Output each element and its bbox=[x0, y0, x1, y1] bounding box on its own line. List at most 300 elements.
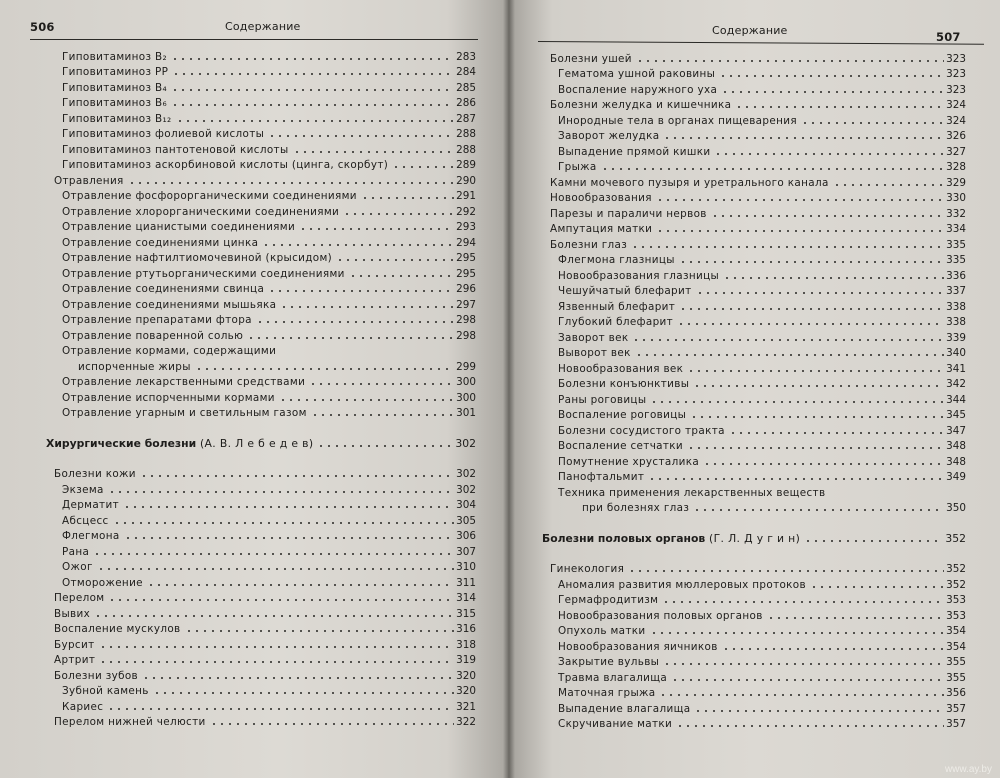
toc-entry-title: Флегмона глазницы bbox=[558, 254, 675, 266]
toc-page-number: 348 bbox=[946, 455, 966, 468]
toc-entry bbox=[46, 666, 476, 682]
toc-page-number: 348 bbox=[946, 440, 966, 452]
toc-page-number: 354 bbox=[946, 640, 966, 653]
toc-entry bbox=[46, 280, 476, 296]
toc-section-author: (А. В. Л е б е д е в) bbox=[196, 436, 314, 450]
toc-entry bbox=[46, 63, 476, 79]
toc-leader-dots bbox=[648, 478, 944, 480]
toc-page-number: 307 bbox=[456, 545, 476, 558]
toc-page-number: 353 bbox=[946, 594, 966, 606]
toc-page-number: 305 bbox=[456, 514, 476, 527]
toc-page-number: 296 bbox=[456, 283, 476, 295]
toc-entry bbox=[542, 328, 966, 344]
toc-section-heading bbox=[542, 529, 966, 545]
toc-entry-title: Кариес bbox=[62, 700, 104, 713]
toc-entry bbox=[46, 373, 476, 389]
toc-entry-title: Вывих bbox=[54, 607, 91, 620]
toc-leader-dots bbox=[349, 275, 454, 277]
toc-page-number: 306 bbox=[456, 530, 476, 542]
book-gutter bbox=[503, 0, 515, 778]
toc-entry bbox=[542, 390, 966, 406]
toc-entry-title: Отравление соединениями мышьяка bbox=[62, 298, 277, 311]
toc-entry-title: Техника применения лекарственных веществ bbox=[558, 486, 826, 499]
toc-entry-title: Болезни зубов bbox=[54, 669, 139, 682]
toc-leader-dots bbox=[108, 599, 454, 601]
watermark: www.ay.by bbox=[944, 764, 992, 775]
toc-leader-dots bbox=[676, 725, 944, 727]
toc-leader-dots bbox=[317, 445, 453, 447]
toc-page-number: 322 bbox=[456, 716, 476, 728]
toc-entry bbox=[542, 204, 966, 220]
toc-entry-title: Отравление угарным и светильным газом bbox=[62, 407, 307, 419]
toc-page-number: 302 bbox=[456, 483, 476, 496]
toc-leader-dots bbox=[723, 277, 944, 279]
toc-entry bbox=[542, 96, 966, 112]
toc-entry-title: при болезнях глаз bbox=[582, 502, 690, 514]
toc-page-number: 326 bbox=[946, 130, 966, 142]
toc-entry bbox=[46, 342, 476, 358]
toc-entry bbox=[542, 111, 966, 127]
toc-entry-title: Болезни желудка и кишечника bbox=[550, 99, 732, 111]
toc-leader-dots bbox=[124, 537, 455, 539]
toc-entry-title: Выпадение прямой кишки bbox=[558, 145, 711, 158]
toc-entry-title: Выпадение влагалища bbox=[558, 702, 691, 715]
toc-page-number: 286 bbox=[456, 97, 476, 109]
toc-leader-dots bbox=[804, 540, 943, 542]
toc-entry-title: Перелом bbox=[54, 592, 105, 604]
toc-leader-dots bbox=[694, 710, 944, 712]
toc-leader-dots bbox=[171, 89, 454, 91]
toc-leader-dots bbox=[810, 586, 944, 588]
toc-entry-title: Аномалия развития мюллеровых протоков bbox=[558, 578, 806, 591]
toc-entry bbox=[46, 604, 476, 620]
toc-leader-dots bbox=[679, 261, 944, 263]
toc-entry bbox=[46, 218, 476, 234]
toc-entry bbox=[46, 573, 476, 589]
toc-leader-dots bbox=[153, 692, 454, 694]
toc-entry-title: Экзема bbox=[62, 483, 104, 496]
toc-entry bbox=[542, 468, 966, 484]
toc-entry-title: Новообразования bbox=[550, 192, 652, 204]
toc-entry bbox=[46, 47, 476, 63]
toc-leader-dots bbox=[714, 153, 944, 155]
toc-leader-dots bbox=[719, 75, 944, 77]
toc-leader-dots bbox=[336, 259, 454, 261]
toc-leader-dots bbox=[636, 60, 944, 62]
toc-entry-title: Воспаление наружного уха bbox=[558, 83, 718, 96]
toc-entry-title bbox=[46, 437, 313, 450]
toc-entry bbox=[542, 282, 966, 298]
toc-leader-dots bbox=[693, 509, 944, 511]
toc-page-number: 323 bbox=[946, 52, 966, 65]
toc-entry-title: Глубокий блефарит bbox=[558, 316, 674, 328]
toc-page-number: 349 bbox=[946, 471, 966, 483]
toc-entry bbox=[46, 620, 476, 636]
toc-page-number: 299 bbox=[456, 360, 476, 373]
toc-entry bbox=[542, 560, 966, 576]
toc-entry-title: Болезни ушей bbox=[550, 52, 632, 65]
toc-entry bbox=[542, 637, 966, 653]
toc-entry bbox=[542, 80, 966, 96]
toc-entry-title: Гермафродитизм bbox=[558, 594, 659, 606]
toc-page-number: 293 bbox=[456, 221, 476, 233]
toc-entry bbox=[542, 668, 966, 684]
toc-entry-title: Отравление нафтилтиомочевиной (крысидом) bbox=[62, 252, 333, 264]
toc-entry-title: Гиповитаминоз B₁₂ bbox=[62, 112, 172, 125]
toc-leader-dots bbox=[767, 617, 944, 619]
toc-leader-dots bbox=[656, 230, 944, 232]
toc-entry-title: Воспаление роговицы bbox=[558, 409, 687, 421]
toc-page-number: 319 bbox=[456, 654, 476, 666]
toc-gap bbox=[46, 419, 476, 434]
toc-entry-title: Гиповитаминоз фолиевой кислоты bbox=[62, 128, 265, 140]
toc-gap bbox=[542, 545, 966, 560]
toc-entry-title: Гиповитаминоз B₄ bbox=[62, 81, 168, 94]
toc-leader-dots bbox=[696, 292, 945, 294]
toc-entry bbox=[46, 264, 476, 280]
toc-page-number: 320 bbox=[456, 669, 476, 682]
toc-gap bbox=[542, 514, 966, 529]
toc-entry bbox=[542, 251, 966, 267]
toc-page-number: 302 bbox=[456, 468, 476, 480]
toc-leader-dots bbox=[176, 120, 455, 122]
toc-page-number: 294 bbox=[456, 236, 476, 249]
toc-entry bbox=[542, 344, 966, 360]
toc-entry bbox=[46, 78, 476, 94]
toc-entry bbox=[542, 65, 966, 81]
toc-entry bbox=[46, 480, 476, 496]
toc-page-number: 357 bbox=[946, 718, 966, 730]
toc-leader-dots bbox=[632, 339, 944, 341]
toc-entry bbox=[46, 125, 476, 141]
toc-page-number: 356 bbox=[946, 687, 966, 699]
toc-entry bbox=[46, 465, 476, 481]
toc-entry bbox=[46, 589, 476, 605]
toc-page-number: 345 bbox=[946, 409, 966, 421]
toc-page-number: 283 bbox=[456, 50, 476, 63]
toc-entry-title: Маточная грыжа bbox=[558, 687, 656, 699]
toc-leader-dots bbox=[309, 383, 454, 385]
toc-gap bbox=[46, 450, 476, 465]
toc-leader-dots bbox=[721, 91, 944, 93]
toc-entry-title: Скручивание матки bbox=[558, 718, 673, 730]
toc-entry bbox=[542, 591, 966, 607]
toc-entry bbox=[46, 249, 476, 265]
toc-page-number: 324 bbox=[946, 114, 966, 127]
toc-page-number: 300 bbox=[456, 391, 476, 404]
toc-leader-dots bbox=[703, 463, 944, 465]
toc-entry bbox=[46, 404, 476, 420]
toc-entry-title: Перелом нижней челюсти bbox=[54, 716, 206, 728]
toc-entry bbox=[542, 235, 966, 251]
toc-leader-dots bbox=[140, 475, 454, 477]
toc-leader-dots bbox=[392, 166, 454, 168]
toc-leader-dots bbox=[735, 106, 944, 108]
toc-entry-title: Отравление препаратами фтора bbox=[62, 314, 252, 326]
toc-entry bbox=[46, 635, 476, 651]
toc-section-title: Хирургические болезни bbox=[46, 436, 197, 450]
toc-entry bbox=[542, 483, 966, 499]
toc-leader-dots bbox=[128, 182, 455, 184]
toc-entry bbox=[46, 326, 476, 342]
toc-page-number: 285 bbox=[456, 81, 476, 94]
toc-entry bbox=[542, 49, 966, 65]
toc-entry bbox=[542, 437, 966, 453]
toc-entry-title: Заворот желудка bbox=[558, 130, 660, 142]
toc-page-number: 341 bbox=[946, 362, 966, 375]
toc-page-number: 300 bbox=[456, 376, 476, 388]
toc-entry-title: Чешуйчатый блефарит bbox=[558, 285, 692, 297]
toc-leader-dots bbox=[210, 723, 455, 725]
toc-entry-title: Гиповитаминоз пантотеновой кислоты bbox=[62, 143, 289, 156]
toc-page-number: 355 bbox=[946, 656, 966, 668]
toc-entry-title: Гематома ушной раковины bbox=[558, 68, 716, 80]
toc-leader-dots bbox=[113, 522, 455, 524]
toc-page-number: 328 bbox=[946, 161, 966, 173]
toc-leader-dots bbox=[833, 184, 944, 186]
toc-entry bbox=[542, 220, 966, 236]
toc-leader-dots bbox=[195, 368, 454, 370]
toc-entry-title: Отравление соединениями цинка bbox=[62, 236, 259, 249]
toc-entry-title: Артрит bbox=[54, 654, 96, 666]
toc-page-number: 324 bbox=[946, 99, 966, 111]
toc-entry-title: Грыжа bbox=[558, 161, 597, 173]
toc-entry-title: Гиповитаминоз B₆ bbox=[62, 97, 168, 109]
toc-entry-title: Отравление лекарственными средствами bbox=[62, 376, 306, 388]
toc-entry bbox=[542, 142, 966, 158]
toc-entry bbox=[46, 187, 476, 203]
toc-page-number: 289 bbox=[456, 159, 476, 171]
toc-entry bbox=[542, 499, 966, 515]
toc-leader-dots bbox=[94, 615, 454, 617]
toc-leader-dots bbox=[311, 414, 454, 416]
toc-entry bbox=[46, 156, 476, 172]
toc-entry-title: Парезы и параличи нервов bbox=[550, 207, 707, 220]
toc-entry-title: Гиповитаминоз PP bbox=[62, 66, 169, 78]
toc-page-number: 318 bbox=[456, 638, 476, 651]
toc-entry bbox=[46, 558, 476, 574]
toc-entry-title: испорченные жиры bbox=[78, 360, 191, 373]
toc-entry bbox=[46, 311, 476, 327]
toc-entry bbox=[46, 140, 476, 156]
toc-leader-dots bbox=[635, 354, 944, 356]
toc-page-number: 347 bbox=[946, 424, 966, 437]
toc-page-number: 292 bbox=[456, 205, 476, 218]
toc-page-number: 288 bbox=[456, 143, 476, 156]
toc-page-number: 335 bbox=[946, 238, 966, 251]
toc-leader-dots bbox=[279, 399, 454, 401]
right-toc bbox=[542, 49, 966, 730]
toc-leader-dots bbox=[343, 213, 454, 215]
toc-leader-dots bbox=[93, 553, 454, 555]
toc-leader-dots bbox=[280, 306, 454, 308]
toc-leader-dots bbox=[171, 58, 454, 60]
toc-page-number: 304 bbox=[456, 499, 476, 511]
toc-page-number: 338 bbox=[946, 300, 966, 313]
left-page-number: 506 bbox=[30, 20, 55, 34]
toc-page-number: 315 bbox=[456, 607, 476, 620]
toc-entry bbox=[542, 375, 966, 391]
toc-page-number: 327 bbox=[946, 145, 966, 158]
toc-entry-title: Гинекология bbox=[550, 563, 625, 575]
toc-page-number: 301 bbox=[456, 407, 476, 419]
toc-page-number: 316 bbox=[456, 623, 476, 635]
toc-entry bbox=[542, 127, 966, 143]
toc-entry bbox=[542, 653, 966, 669]
toc-entry bbox=[542, 622, 966, 638]
toc-page-number: 298 bbox=[456, 314, 476, 326]
toc-page-number: 352 bbox=[946, 578, 966, 591]
toc-entry bbox=[46, 527, 476, 543]
toc-entry-title: Новообразования половых органов bbox=[558, 609, 763, 622]
toc-page-number: 297 bbox=[456, 298, 476, 311]
toc-entry bbox=[46, 388, 476, 404]
toc-page-number: 336 bbox=[946, 269, 966, 282]
toc-page-number: 329 bbox=[946, 176, 966, 189]
toc-entry-title: Выворот век bbox=[558, 347, 631, 359]
toc-leader-dots bbox=[650, 632, 945, 634]
toc-entry bbox=[542, 406, 966, 422]
toc-page-number: 302 bbox=[455, 436, 476, 450]
toc-leader-dots bbox=[663, 137, 944, 139]
toc-entry-title: Отравление ртутьорганическими соединениями bbox=[62, 267, 345, 280]
toc-entry-title: Инородные тела в органах пищеварения bbox=[558, 114, 797, 127]
toc-entry bbox=[46, 94, 476, 110]
toc-entry-title: Болезни конъюнктивы bbox=[558, 378, 690, 390]
toc-entry bbox=[542, 297, 966, 313]
right-header-rule bbox=[538, 41, 984, 45]
toc-page-number: 355 bbox=[946, 671, 966, 684]
toc-leader-dots bbox=[108, 491, 454, 493]
toc-entry-title: Дерматит bbox=[62, 499, 119, 511]
toc-entry-title: Абсцесс bbox=[62, 514, 109, 527]
toc-entry bbox=[542, 684, 966, 700]
toc-page-number: 352 bbox=[945, 531, 966, 545]
toc-entry bbox=[542, 606, 966, 622]
toc-entry-title: Опухоль матки bbox=[558, 625, 646, 637]
toc-entry bbox=[46, 713, 476, 729]
toc-entry-title: Отравление цианистыми соединениями bbox=[62, 221, 296, 233]
toc-entry-title: Язвенный блефарит bbox=[558, 300, 676, 313]
left-header-rule bbox=[30, 39, 478, 40]
toc-page-number: 320 bbox=[456, 685, 476, 697]
toc-leader-dots bbox=[142, 677, 454, 679]
toc-entry-title: Воспаление сетчатки bbox=[558, 440, 684, 452]
toc-page-number: 335 bbox=[946, 254, 966, 266]
toc-entry-title: Отравление поваренной солью bbox=[62, 329, 244, 342]
toc-leader-dots bbox=[123, 506, 454, 508]
left-running-head: Содержание bbox=[225, 20, 301, 33]
toc-entry-title: Отравления bbox=[54, 174, 124, 187]
toc-entry bbox=[46, 651, 476, 667]
toc-page-number: 314 bbox=[456, 592, 476, 604]
toc-leader-dots bbox=[693, 385, 944, 387]
toc-leader-dots bbox=[631, 246, 944, 248]
toc-leader-dots bbox=[679, 308, 944, 310]
toc-page-number: 340 bbox=[946, 347, 966, 359]
toc-entry-title: Зубной камень bbox=[62, 685, 149, 697]
toc-entry bbox=[46, 233, 476, 249]
toc-entry-title: Новообразования век bbox=[558, 362, 684, 375]
toc-entry-title: Помутнение хрусталика bbox=[558, 455, 700, 468]
toc-leader-dots bbox=[262, 244, 454, 246]
toc-entry bbox=[542, 158, 966, 174]
toc-leader-dots bbox=[256, 321, 454, 323]
toc-leader-dots bbox=[729, 432, 944, 434]
toc-leader-dots bbox=[99, 661, 454, 663]
toc-page-number: 332 bbox=[946, 207, 966, 220]
toc-leader-dots bbox=[656, 199, 944, 201]
toc-entry-title: Гиповитаминоз аскорбиновой кислоты (цинга, скорбут) bbox=[62, 159, 389, 171]
toc-entry-title: Гиповитаминоз B₂ bbox=[62, 50, 168, 63]
toc-page-number: 352 bbox=[946, 563, 966, 575]
toc-leader-dots bbox=[659, 694, 944, 696]
toc-leader-dots bbox=[687, 370, 944, 372]
toc-entry-title: Ожог bbox=[62, 561, 93, 573]
toc-leader-dots bbox=[293, 151, 455, 153]
toc-entry-title: Отморожение bbox=[62, 576, 143, 589]
left-toc bbox=[46, 47, 476, 728]
toc-entry-title: Флегмона bbox=[62, 530, 120, 542]
toc-leader-dots bbox=[801, 122, 944, 124]
toc-entry bbox=[542, 421, 966, 437]
toc-entry bbox=[542, 699, 966, 715]
toc-leader-dots bbox=[171, 104, 454, 106]
toc-leader-dots bbox=[147, 584, 454, 586]
toc-entry bbox=[46, 171, 476, 187]
toc-entry-title: Панофтальмит bbox=[558, 471, 645, 483]
toc-page-number: 310 bbox=[456, 561, 476, 573]
toc-leader-dots bbox=[690, 416, 944, 418]
toc-entry-title: Рана bbox=[62, 545, 90, 558]
toc-entry bbox=[542, 359, 966, 375]
toc-leader-dots bbox=[299, 228, 454, 230]
toc-page-number: 291 bbox=[456, 190, 476, 202]
toc-page-number: 344 bbox=[946, 393, 966, 406]
toc-entry-title: Раны роговицы bbox=[558, 393, 647, 406]
toc-leader-dots bbox=[172, 73, 454, 75]
toc-entry-title: Отравление хлорорганическими соединениями bbox=[62, 205, 340, 218]
toc-page-number: 323 bbox=[946, 83, 966, 96]
toc-leader-dots bbox=[711, 215, 944, 217]
toc-leader-dots bbox=[722, 648, 944, 650]
right-page-number: 507 bbox=[936, 30, 961, 44]
toc-entry bbox=[46, 542, 476, 558]
toc-page-number: 287 bbox=[456, 112, 476, 125]
toc-leader-dots bbox=[671, 679, 944, 681]
toc-leader-dots bbox=[268, 290, 454, 292]
toc-entry bbox=[542, 266, 966, 282]
right-running-head: Содержание bbox=[712, 24, 788, 37]
toc-leader-dots bbox=[677, 323, 944, 325]
toc-entry-title bbox=[542, 532, 800, 545]
toc-entry-title: Ампутация матки bbox=[550, 223, 653, 235]
toc-entry bbox=[46, 295, 476, 311]
toc-entry-title: Камни мочевого пузыря и уретрального канала bbox=[550, 176, 829, 189]
toc-entry-title: Отравление испорченными кормами bbox=[62, 391, 275, 404]
toc-page-number: 311 bbox=[456, 576, 476, 589]
toc-page-number: 353 bbox=[946, 609, 966, 622]
toc-entry-title: Заворот век bbox=[558, 331, 629, 344]
toc-leader-dots bbox=[662, 601, 944, 603]
toc-leader-dots bbox=[185, 630, 455, 632]
toc-entry-title: Болезни сосудистого тракта bbox=[558, 424, 725, 437]
toc-entry bbox=[46, 109, 476, 125]
toc-page-number: 330 bbox=[946, 192, 966, 204]
toc-entry-title: Воспаление мускулов bbox=[54, 623, 181, 635]
toc-page-number: 288 bbox=[456, 128, 476, 140]
toc-page-number: 342 bbox=[946, 378, 966, 390]
